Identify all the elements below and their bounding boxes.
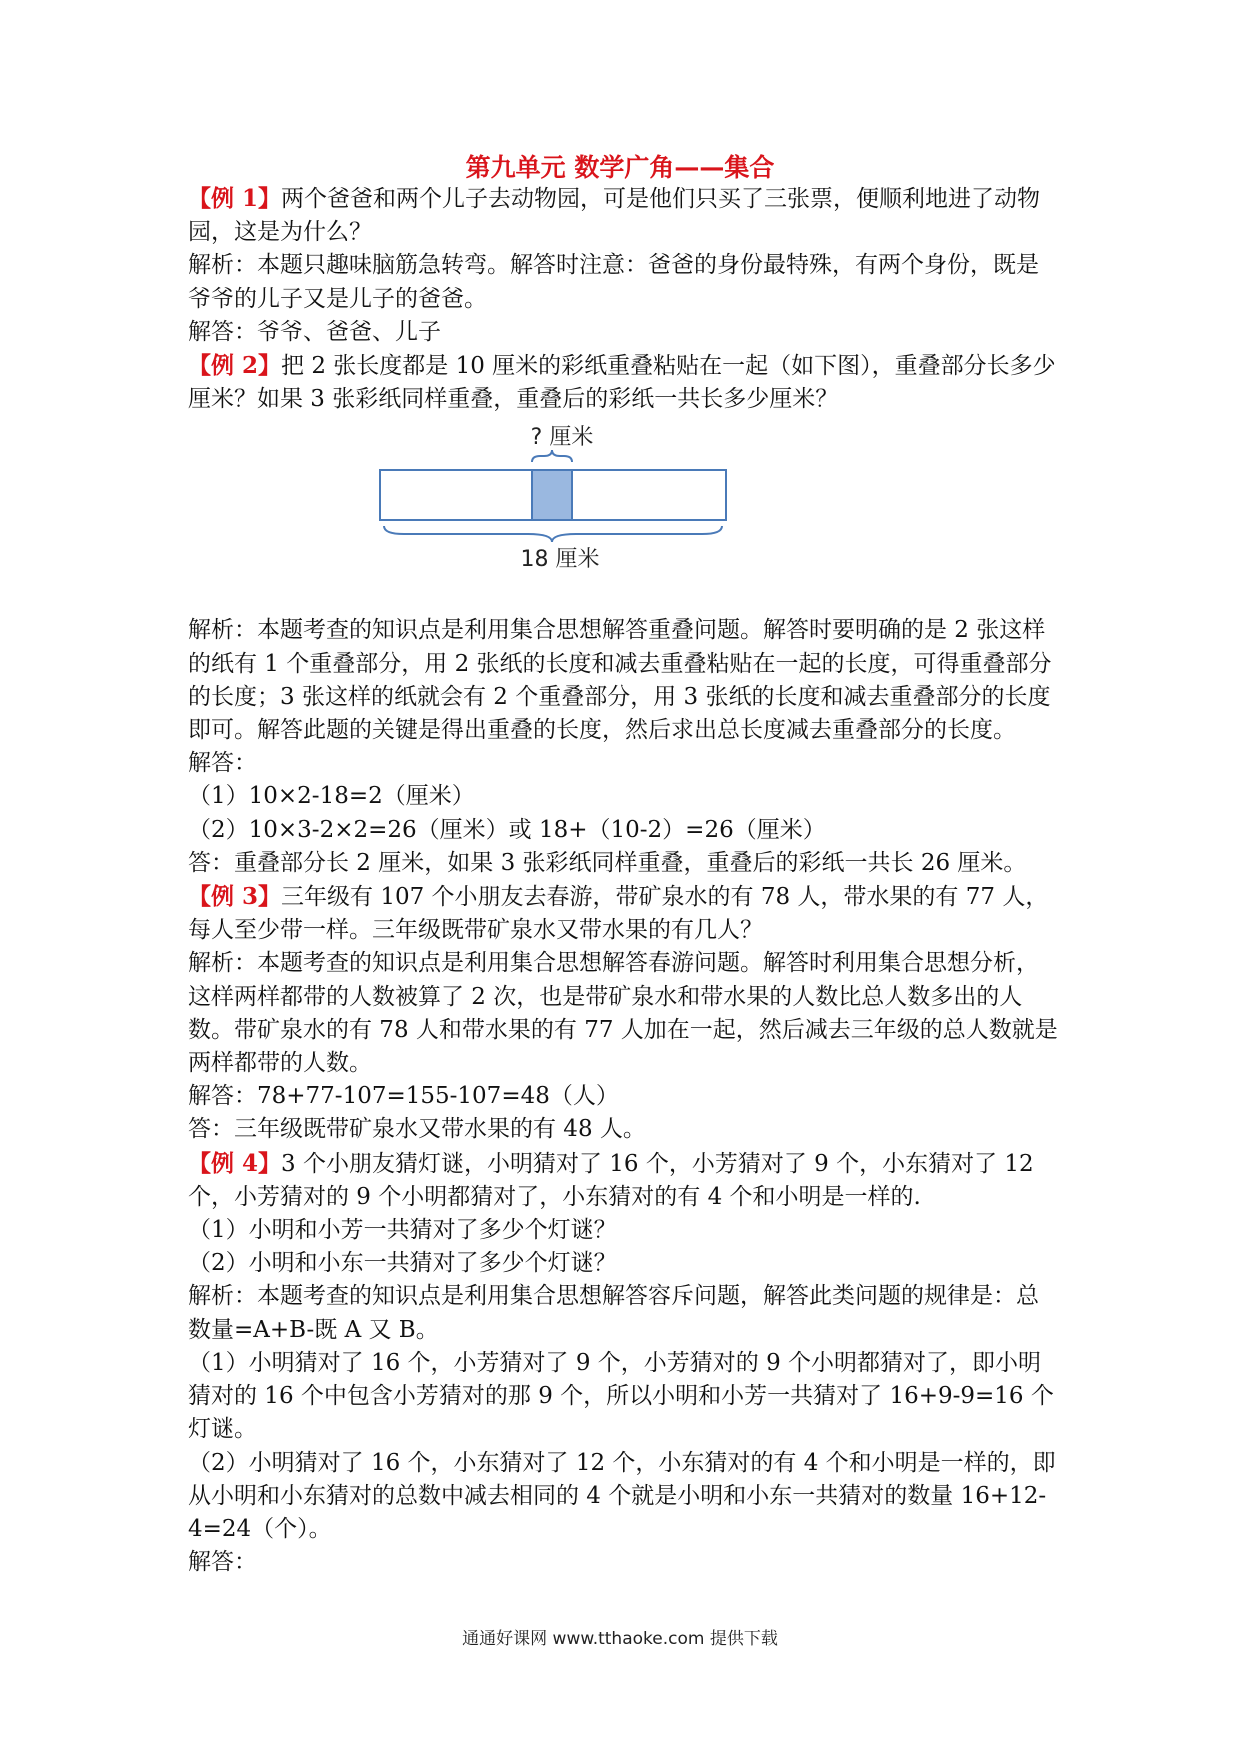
example-1-tag: 【例 1】 bbox=[188, 185, 282, 212]
example-3-analysis: 解析：本题考查的知识点是利用集合思想解答春游问题。解答时利用集合思想分析，这样两样都带的人数被算了 2 次，也是带矿泉水和带水果的人数比总人数多出的人数。带矿泉水的有 78 人和带水果的有 77 人加在一起，然后减去三年级的总人数就是两样都带的人数。 bbox=[188, 950, 1058, 1077]
example-2-question bbox=[188, 349, 1060, 416]
example-1-answer: 解答：爷爷、爸爸、儿子 bbox=[188, 318, 441, 345]
example-4-explanation-1: （1）小明猜对了 16 个，小芳猜对了 9 个，小芳猜对的 9 个小明都猜对了，即小明猜对的 16 个中包含小芳猜对的那 9 个，所以小明和小芳一共猜对了 16+9-9=16 个灯谜。 bbox=[188, 1349, 1054, 1443]
footer-source: 通通好课网 www.tthaoke.com 提供下载 bbox=[462, 1629, 778, 1649]
example-3-answer: 解答：78+77-107=155-107=48（人） bbox=[188, 1083, 619, 1110]
example-2-tag: 【例 2】 bbox=[188, 352, 282, 380]
example-2-answer-label: 解答： bbox=[188, 750, 257, 777]
example-3-question-text: 三年级有 107 个小朋友去春游，带矿泉水的有 78 人，带水果的有 77 人，每人至少带一样。三年级既带矿泉水又带水果的有几人？ bbox=[188, 884, 1049, 944]
example-4-subquestion-2: （2）小明和小东一共猜对了多少个灯谜？ bbox=[188, 1250, 617, 1277]
example-1-question bbox=[188, 182, 1060, 249]
example-4-subquestion-1: （1）小明和小芳一共猜对了多少个灯谜？ bbox=[188, 1217, 617, 1244]
example-2-question-text: 把 2 张长度都是 10 厘米的彩纸重叠粘贴在一起（如下图），重叠部分长多少厘米？如果 3 张彩纸同样重叠，重叠后的彩纸一共长多少厘米？ bbox=[188, 353, 1056, 413]
overlap-region bbox=[532, 470, 572, 520]
example-4-analysis: 解析：本题考查的知识点是利用集合思想解答容斥问题，解答此类问题的规律是：总数量=A+B-既 A 又 B。 bbox=[188, 1283, 1039, 1343]
example-1-question-text: 两个爸爸和两个儿子去动物园，可是他们只买了三张票，便顺利地进了动物园，这是为什么？ bbox=[188, 186, 1041, 246]
page-title: 第九单元 数学广角——集合 bbox=[465, 153, 775, 182]
example-4-question bbox=[188, 1147, 1060, 1214]
example-2-analysis: 解析：本题考查的知识点是利用集合思想解答重叠问题。解答时要明确的是 2 张这样的纸有 1 个重叠部分，用 2 张纸的长度和减去重叠粘贴在一起的长度，可得重叠部分的长度；3 张这样的纸就会有 2 个重叠部分，用 3 张纸的长度和减去重叠部分的长度即可。解答此题的关键是得出重叠的长度，然后求出总长度减去重叠部分的长度。 bbox=[188, 617, 1052, 744]
example-2-step-1: （1）10×2-18=2（厘米） bbox=[188, 783, 475, 810]
bottom-brace bbox=[384, 526, 722, 542]
top-brace bbox=[532, 450, 572, 462]
example-4-explanation-2: （2）小明猜对了 16 个，小东猜对了 12 个，小东猜对的有 4 个和小明是一样的，即从小明和小东猜对的总数中减去相同的 4 个就是小明和小东一共猜对的数量 16+12-4=24（个）。 bbox=[188, 1449, 1056, 1542]
overlap-length-label: ? 厘米 bbox=[530, 425, 594, 451]
example-2-step-2: （2）10×3-2×2=26（厘米）或 18+（10-2）=26（厘米） bbox=[188, 816, 826, 843]
total-length-label: 18 厘米 bbox=[520, 547, 600, 573]
example-3-tag: 【例 3】 bbox=[188, 883, 282, 911]
overlap-paper-diagram bbox=[188, 420, 1060, 604]
example-3-question bbox=[188, 880, 1060, 947]
example-3-conclusion: 答：三年级既带矿泉水又带水果的有 48 人。 bbox=[188, 1116, 646, 1143]
example-4-answer-label: 解答： bbox=[188, 1549, 257, 1576]
document-body bbox=[188, 182, 1060, 1579]
example-4-question-text: 3 个小朋友猜灯谜，小明猜对了 16 个，小芳猜对了 9 个，小东猜对了 12 个，小芳猜对的 9 个小明都猜对了，小东猜对的有 4 个和小明是一样的. bbox=[188, 1150, 1034, 1210]
example-2-conclusion: 答：重叠部分长 2 厘米，如果 3 张彩纸同样重叠，重叠后的彩纸一共长 26 厘米。 bbox=[188, 849, 1027, 876]
example-1-analysis: 解析：本题只趣味脑筋急转弯。解答时注意：爸爸的身份最特殊，有两个身份，既是爷爷的儿子又是儿子的爸爸。 bbox=[188, 252, 1039, 312]
example-4-tag: 【例 4】 bbox=[188, 1149, 282, 1177]
